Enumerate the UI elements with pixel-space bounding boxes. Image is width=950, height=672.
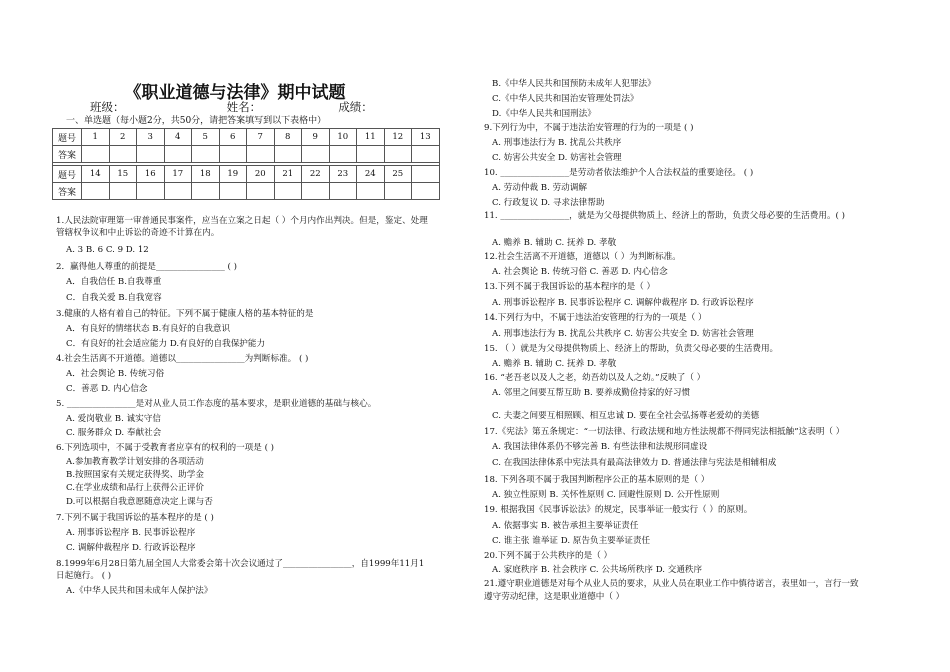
answer-cell[interactable]	[302, 146, 330, 163]
question-text-line: 15. （ ）就是为父母提供物质上、经济上的帮助，负责父母必要的生活费用。	[484, 344, 779, 354]
question-text-line: 7.下列不属于我国诉讼的基本程序的是 ( )	[56, 513, 214, 523]
answer-option-line: C. 妨害公共安全 D. 妨害社会管理	[492, 153, 622, 163]
question-text-line: 14.下列行为中，不属于违法治安管理的行为的一项是（ ）	[484, 313, 707, 323]
answer-option-line: A. 社会舆论 B. 传统习俗 C. 善恶 D. 内心信念	[492, 267, 668, 277]
answer-option-line: C．有良好的社会适应能力 D.有良好的自我保护能力	[66, 339, 266, 349]
question-text-line: 日起施行。 ( )	[56, 571, 112, 581]
answer-option-line: A. 邻里之间要互帮互助 B. 要养成勤俭持家的好习惯	[492, 388, 691, 398]
question-number-cell: 11	[357, 129, 385, 146]
answer-option-line: C.《中华人民共和国治安管理处罚法》	[492, 94, 639, 104]
question-text-line: 3.健康的人格有着自己的特征。下列不属于健康人格的基本特征的是	[56, 309, 314, 319]
answer-cell[interactable]	[329, 146, 357, 163]
question-text-line: 9.下列行为中，不属于违法治安管理的行为的一项是 ( )	[484, 123, 694, 133]
answer-option-line: A.参加教育教学计划安排的各项活动	[66, 457, 204, 467]
question-number-cell: 9	[302, 129, 330, 146]
answer-cell[interactable]	[412, 146, 440, 163]
answer-option-line: A．社会舆论 B. 传统习俗	[66, 369, 165, 379]
class-label: 班级：	[90, 100, 125, 114]
question-text-line: 18. 下列各项不属于我国判断程序公正的基本原则的是（ ）	[484, 475, 710, 485]
answer-cell[interactable]	[384, 146, 412, 163]
answer-option-line: A．自我信任 B.自我尊重	[66, 277, 162, 287]
question-text-line: 12.社会生活离不开道德，道德以（ ）为判断标准。	[484, 252, 681, 262]
question-text-line: 20.下列不属于公共秩序的是（ ）	[484, 551, 613, 561]
answer-option-line: A. 家庭秩序 B. 社会秩序 C. 公共场所秩序 D. 交通秩序	[492, 565, 703, 575]
question-text-line: 10. ________________是劳动者依法维护个人合法权益的重要途径。 ( )	[484, 168, 754, 178]
answer-cell[interactable]	[302, 183, 330, 200]
question-number-cell: 16	[137, 166, 165, 183]
answer-cell[interactable]	[274, 146, 302, 163]
question-number-cell: 20	[247, 166, 275, 183]
answer-cell[interactable]	[137, 146, 165, 163]
question-number-cell: 4	[164, 129, 192, 146]
question-number-cell: 5	[192, 129, 220, 146]
question-number-cell: 6	[219, 129, 247, 146]
question-number-cell: 15	[109, 166, 137, 183]
question-text-line: 11. ________________，就是为父母提供物质上、经济上的帮助，负责父母必要的生活费用。( )	[484, 211, 845, 221]
answer-cell[interactable]	[192, 146, 220, 163]
question-number-label: 题号	[53, 129, 82, 146]
answer-option-line: A. 爱岗敬业 B. 诚实守信	[66, 414, 161, 424]
answer-option-line: A．有良好的情绪状态 B.有良好的自我意识	[66, 324, 231, 334]
answer-option-line: A. 3 B. 6 C. 9 D. 12	[66, 245, 149, 255]
question-number-cell: 8	[274, 129, 302, 146]
answer-cell[interactable]	[247, 183, 275, 200]
answer-option-line: A. 劳动仲裁 B. 劳动调解	[492, 183, 587, 193]
question-text-line: 8.1999年6月28日第九届全国人大常委会第十次会议通过了________________，自1999年11月1	[56, 559, 425, 569]
answer-option-line: C. 行政复议 D. 寻求法律帮助	[492, 198, 605, 208]
answer-option-line: A. 刑事诉讼程序 B. 民事诉讼程序 C. 调解仲裁程序 D. 行政诉讼程序	[492, 298, 754, 308]
answer-cell[interactable]	[109, 146, 137, 163]
answer-option-line: C. 在我国法律体系中宪法具有最高法律效力 D. 普通法律与宪法是相辅相成	[492, 458, 777, 468]
score-label: 成绩：	[338, 100, 373, 114]
exam-title: 《职业道德与法律》期中试题	[124, 83, 346, 103]
answer-cell[interactable]	[384, 183, 412, 200]
question-number-cell: 12	[384, 129, 412, 146]
answer-cell[interactable]	[192, 183, 220, 200]
question-number-cell: 1	[82, 129, 110, 146]
answer-cell[interactable]	[357, 146, 385, 163]
answer-cell[interactable]	[247, 146, 275, 163]
answer-option-line: C. 谁主张 谁举证 D. 原告负主要举证责任	[492, 536, 651, 546]
question-text-line: 6.下列选项中，不属于受教育者应享有的权利的一项是 ( )	[56, 443, 275, 453]
question-number-cell: 10	[329, 129, 357, 146]
answer-option-line: A. 我国法律体系仍不够完善 B. 有些法律和法规形同虚设	[492, 442, 708, 452]
question-number-cell: 3	[137, 129, 165, 146]
name-label: 姓名：	[226, 100, 262, 114]
question-text-line: 管辖权争议和中止诉讼的奇迹不计算在内。	[56, 228, 220, 238]
question-text-line: 17.《宪法》第五条规定：“一切法律、行政法规和地方性法规都不得同宪法相抵触”这表明（ ）	[484, 427, 845, 437]
question-text-line: 16. “老吾老以及人之老，幼吾幼以及人之幼。”反映了（ ）	[484, 373, 706, 383]
question-number-cell: 14	[82, 166, 110, 183]
question-number-cell: 2	[109, 129, 137, 146]
answer-option-line: A. 独立性原则 B. 关怀性原则 C. 回避性原则 D. 公开性原则	[492, 490, 720, 500]
question-number-cell: 25	[384, 166, 412, 183]
question-number-cell: 23	[329, 166, 357, 183]
question-number-cell: 24	[357, 166, 385, 183]
answer-cell[interactable]	[219, 146, 247, 163]
answer-label: 答案	[53, 146, 82, 163]
question-text-line: 21.遵守职业道德是对每个从业人员的要求，从业人员在职业工作中慎待诺言，表里如一，言行一致	[484, 579, 859, 589]
answer-option-line: C．自我关爱 B.自我宽容	[66, 293, 162, 303]
answer-option-line: C．善恶 D. 内心信念	[66, 384, 148, 394]
question-text-line: 4.社会生活离不开道德。道德以________________为判断标准。 ( )	[56, 354, 309, 364]
answer-cell[interactable]	[82, 183, 110, 200]
answer-option-line: B.《中华人民共和国预防未成年人犯罪法》	[492, 79, 656, 89]
question-text-line: 1.人民法院审理第一审普通民事案件，应当在立案之日起（ ）个月内作出判决。但是，鉴定、处理	[56, 216, 428, 226]
answer-cell[interactable]	[357, 183, 385, 200]
answer-cell[interactable]	[329, 183, 357, 200]
answer-option-line: A.《中华人民共和国未成年人保护法》	[66, 586, 213, 596]
answer-option-line: D.《中华人民共和国刑法》	[492, 109, 596, 119]
answer-cell[interactable]	[82, 146, 110, 163]
answer-cell[interactable]	[412, 183, 440, 200]
question-number-cell: 22	[302, 166, 330, 183]
answer-option-line: C. 调解仲裁程序 D. 行政诉讼程序	[66, 543, 196, 553]
answer-cell[interactable]	[219, 183, 247, 200]
answer-option-line: D.可以根据自我意愿随意决定上课与否	[66, 497, 213, 507]
question-text-line: 5. ________________是对从业人员工作态度的基本要求，是职业道德的基础与核心。	[56, 399, 377, 409]
answer-option-line: A. 刑事违法行为 B. 扰乱公共秩序 C. 妨害公共安全 D. 妨害社会管理	[492, 329, 754, 339]
answer-option-line: A. 依据事实 B. 被告承担主要举证责任	[492, 521, 639, 531]
answer-option-line: A. 赡养 B. 辅助 C. 抚养 D. 孝敬	[492, 359, 617, 369]
question-number-cell: 7	[247, 129, 275, 146]
answer-cell[interactable]	[164, 183, 192, 200]
answer-cell[interactable]	[137, 183, 165, 200]
empty-cell	[412, 166, 440, 183]
question-number-cell: 13	[412, 129, 440, 146]
answer-option-line: C.在学业成绩和品行上获得公正评价	[66, 483, 204, 493]
question-number-cell: 21	[274, 166, 302, 183]
answer-option-line: A. 赡养 B. 辅助 C. 抚养 D. 孝敬	[492, 238, 617, 248]
answer-label: 答案	[53, 183, 82, 200]
answer-cell[interactable]	[274, 183, 302, 200]
answer-cell[interactable]	[164, 146, 192, 163]
answer-option-line: A. 刑事诉讼程序 B. 民事诉讼程序	[66, 528, 196, 538]
question-text-line: 13.下列不属于我国诉讼的基本程序的是（ ）	[484, 282, 656, 292]
answer-option-line: B.按照国家有关规定获得奖、助学金	[66, 470, 204, 480]
question-number-cell: 17	[164, 166, 192, 183]
question-number-label: 题号	[53, 166, 82, 183]
answer-option-line: A. 刑事违法行为 B. 扰乱公共秩序	[492, 138, 622, 148]
question-text-line: 19. 根据我国《民事诉讼法》的规定，民事举证一般实行（ ）的原则。	[484, 505, 753, 515]
answer-option-line: C. 服务群众 D. 奉献社会	[66, 428, 162, 438]
answer-table	[52, 128, 440, 200]
question-text-line: 遵守劳动纪律，这是职业道德中（ ）	[484, 592, 625, 602]
question-text-line: 2．赢得他人尊重的前提是________________ ( )	[56, 262, 237, 272]
answer-option-line: C. 夫妻之间要互相照顾、相互忠诚 D. 要在全社会弘扬尊老爱幼的美德	[492, 411, 760, 421]
question-number-cell: 19	[219, 166, 247, 183]
section-heading: 一、单选题（每小题2分，共50分，请把答案填写到以下表格中）	[66, 116, 327, 126]
answer-cell[interactable]	[109, 183, 137, 200]
question-number-cell: 18	[192, 166, 220, 183]
